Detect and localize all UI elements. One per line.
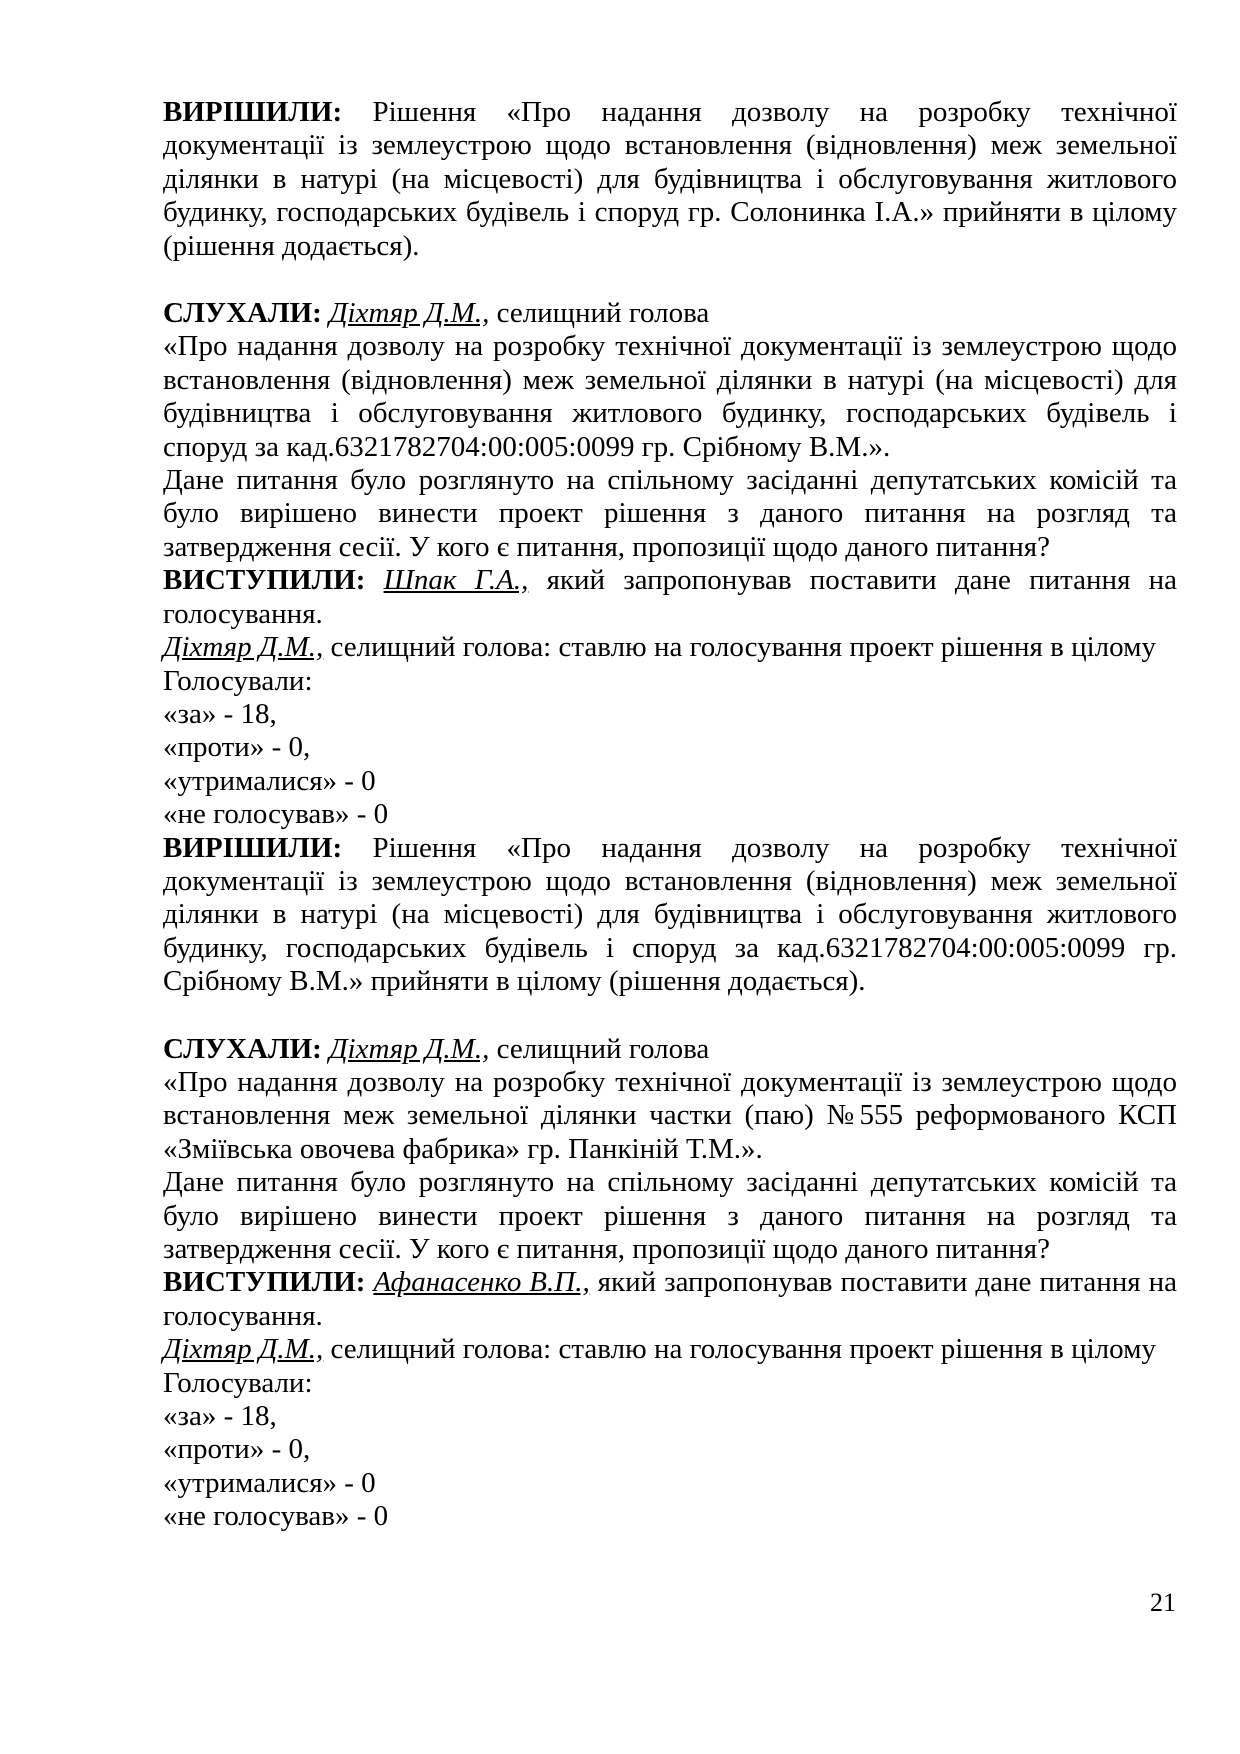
heard-person: Діхтяр Д.М., [329,297,490,330]
paragraph-gap [163,999,1177,1033]
spoke-person: Афанасенко В.П., [373,1266,590,1299]
chair-text: селищний голова: ставлю на голосування проект рішення в цілому [323,1333,1156,1366]
votes-label: Голосували: [163,664,313,697]
heard-label: СЛУХАЛИ: [163,1032,322,1065]
spoke-label: ВИСТУПИЛИ: [163,564,366,597]
chair-line [163,1333,1177,1366]
vote-for: «за» - 18, [163,697,277,730]
spoke-text: який запропонував поставити дане питання на голосування. [163,564,1177,630]
document-page [163,96,1177,1534]
vote-against: «проти» - 0, [163,1433,311,1466]
considered-paragraph: Дане питання було розглянуто на спільному засіданні депутатських комісій та було вирішено винести проект рішення з даного питання на розгляд та затвердження сесії. У кого є питання, пропозиції щодо даного питання? [163,464,1177,563]
chair-person: Діхтяр Д.М., [163,1333,324,1366]
spoke-paragraph [163,564,1177,631]
vote-against: «проти» - 0, [163,731,311,764]
decided-label: ВИРІШИЛИ: [163,96,343,128]
topic-paragraph: «Про надання дозволу на розробку технічної документації із землеустрою щодо встановлення меж земельної ділянки частки (паю) №555 реформованого КСП «Зміївська овочева фабрика» гр. Панкіній Т.М.». [163,1065,1177,1165]
spoke-person: Шпак Г.А., [383,564,529,597]
heard-role: селищний голова [489,297,710,330]
vote-abstained: «утрималися» - 0 [163,764,376,797]
vote-not-voted: «не голосував» - 0 [163,1500,389,1533]
topic-paragraph: «Про надання дозволу на розробку технічної документації із землеустрою щодо встановлення (відновлення) меж земельної ділянки в натурі (на місцевості) для будівництва і обслуговування житлового будинку, господарських будівель і споруд за кад.6321782704:00:005:0099 гр. Срібному В.М.». [163,330,1177,463]
vote-not-voted: «не голосував» - 0 [163,798,389,831]
considered-paragraph: Дане питання було розглянуто на спільному засіданні депутатських комісій та було вирішено винести проект рішення з даного питання на розгляд та затвердження сесії. У кого є питання, пропозиції щодо даного питання? [163,1166,1177,1265]
chair-person: Діхтяр Д.М., [163,631,324,664]
votes-label: Голосували: [163,1366,313,1399]
paragraph-gap [163,263,1177,297]
chair-text: селищний голова: ставлю на голосування проект рішення в цілому [323,631,1156,664]
heard-line [163,297,1177,330]
decided-text: Рішення «Про надання дозволу на розробку технічної документації із землеустрою щодо встановлення (відновлення) меж земельної ділянки в натурі (на місцевості) для будівництва і обслуговування житлового будинку, господарських будівель і споруд гр. Солонинка І.А.» прийняти в цілому (рішення додається). [163,96,1177,262]
chair-line [163,631,1177,664]
page-number: 21 [1150,1588,1176,1617]
decision-paragraph [163,96,1177,263]
spoke-text: який запропонував поставити дане питання на голосування. [163,1266,1177,1332]
vote-abstained: «утрималися» - 0 [163,1466,376,1499]
decision-paragraph [163,832,1177,999]
spoke-label: ВИСТУПИЛИ: [163,1266,366,1299]
spoke-paragraph [163,1266,1177,1333]
heard-line [163,1033,1177,1066]
heard-role: селищний голова [489,1032,710,1065]
decided-label: ВИРІШИЛИ: [163,831,343,864]
heard-person: Діхтяр Д.М., [329,1032,490,1065]
heard-label: СЛУХАЛИ: [163,297,322,330]
decided-text: Рішення «Про надання дозволу на розробку технічної документації із землеустрою щодо встановлення (відновлення) меж земельної ділянки в натурі (на місцевості) для будівництва і обслуговування житлового будинку, господарських будівель і споруд за кад.6321782704:00:005:0099 гр. Срібному В.М.» прийняти в цілому (рішення додається). [163,831,1177,998]
vote-for: «за» - 18, [163,1400,277,1433]
